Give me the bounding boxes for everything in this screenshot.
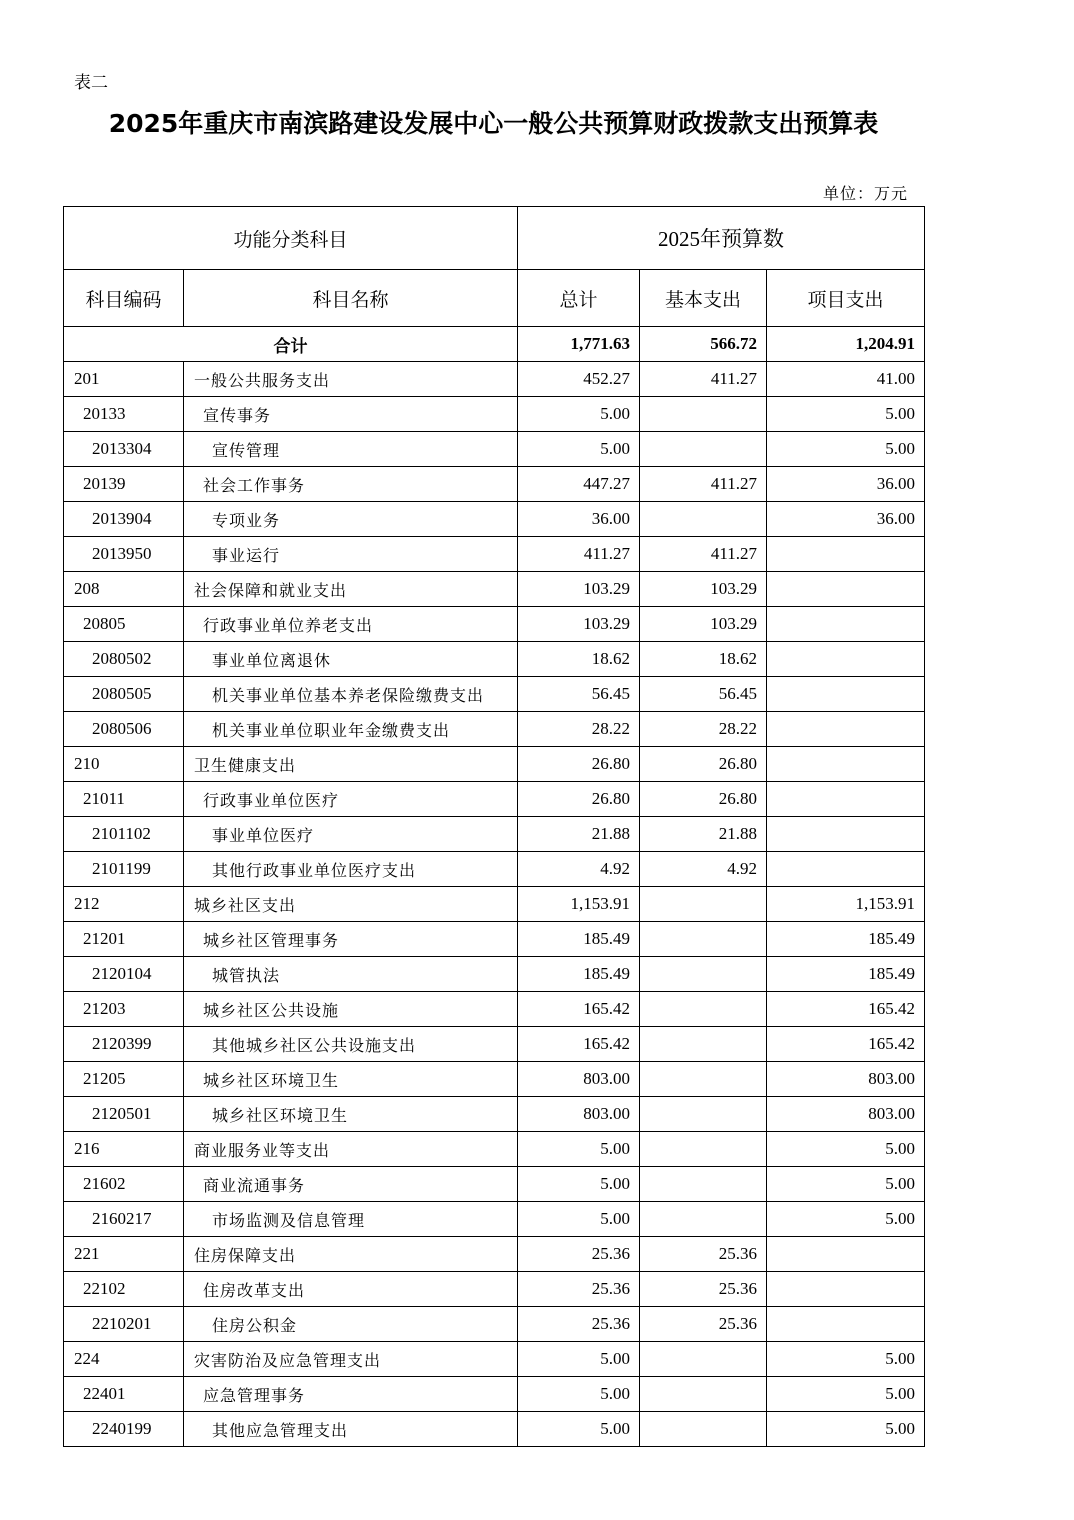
cell-basic: 21.88 bbox=[640, 817, 767, 852]
cell-code: 210 bbox=[64, 747, 184, 782]
cell-project: 165.42 bbox=[767, 1027, 925, 1062]
cell-total: 5.00 bbox=[518, 1342, 640, 1377]
cell-project: 5.00 bbox=[767, 1167, 925, 1202]
cell-project: 41.00 bbox=[767, 362, 925, 397]
table-row bbox=[64, 1412, 925, 1447]
cell-name: 灾害防治及应急管理支出 bbox=[184, 1342, 518, 1377]
table-row bbox=[64, 502, 925, 537]
cell-total: 56.45 bbox=[518, 677, 640, 712]
cell-code: 2013904 bbox=[64, 502, 184, 537]
cell-name: 机关事业单位职业年金缴费支出 bbox=[184, 712, 518, 747]
cell-total: 25.36 bbox=[518, 1237, 640, 1272]
cell-code: 21205 bbox=[64, 1062, 184, 1097]
cell-total: 803.00 bbox=[518, 1097, 640, 1132]
cell-name: 宣传管理 bbox=[184, 432, 518, 467]
cell-code: 2210201 bbox=[64, 1307, 184, 1342]
table-row bbox=[64, 572, 925, 607]
cell-total: 5.00 bbox=[518, 1132, 640, 1167]
cell-project bbox=[767, 1272, 925, 1307]
cell-project: 5.00 bbox=[767, 432, 925, 467]
table-row bbox=[64, 992, 925, 1027]
table-row bbox=[64, 1342, 925, 1377]
unit-label: 单位：万元 bbox=[823, 184, 909, 203]
header-name: 科目名称 bbox=[184, 270, 518, 327]
cell-code: 2101199 bbox=[64, 852, 184, 887]
cell-total: 165.42 bbox=[518, 1027, 640, 1062]
cell-name: 一般公共服务支出 bbox=[184, 362, 518, 397]
cell-code: 21011 bbox=[64, 782, 184, 817]
cell-basic bbox=[640, 1342, 767, 1377]
cell-basic bbox=[640, 1412, 767, 1447]
cell-basic bbox=[640, 1062, 767, 1097]
cell-total: 5.00 bbox=[518, 1412, 640, 1447]
cell-code: 21602 bbox=[64, 1167, 184, 1202]
cell-basic: 103.29 bbox=[640, 607, 767, 642]
cell-basic: 103.29 bbox=[640, 572, 767, 607]
cell-code: 224 bbox=[64, 1342, 184, 1377]
cell-basic: 26.80 bbox=[640, 747, 767, 782]
cell-project: 36.00 bbox=[767, 467, 925, 502]
header-row-columns bbox=[64, 270, 925, 327]
cell-project: 36.00 bbox=[767, 502, 925, 537]
table-row bbox=[64, 922, 925, 957]
table-row bbox=[64, 712, 925, 747]
cell-name: 其他应急管理支出 bbox=[184, 1412, 518, 1447]
cell-name: 事业单位医疗 bbox=[184, 817, 518, 852]
cell-project: 5.00 bbox=[767, 1132, 925, 1167]
cell-total: 1,153.91 bbox=[518, 887, 640, 922]
cell-name: 应急管理事务 bbox=[184, 1377, 518, 1412]
cell-basic: 56.45 bbox=[640, 677, 767, 712]
cell-name: 事业单位离退休 bbox=[184, 642, 518, 677]
cell-total: 103.29 bbox=[518, 572, 640, 607]
cell-basic: 411.27 bbox=[640, 537, 767, 572]
cell-project bbox=[767, 1307, 925, 1342]
cell-code: 2120501 bbox=[64, 1097, 184, 1132]
cell-total: 185.49 bbox=[518, 957, 640, 992]
cell-total: 185.49 bbox=[518, 922, 640, 957]
total-project: 1,204.91 bbox=[767, 327, 925, 362]
table-row bbox=[64, 1307, 925, 1342]
cell-total: 452.27 bbox=[518, 362, 640, 397]
cell-project bbox=[767, 782, 925, 817]
header-code: 科目编码 bbox=[64, 270, 184, 327]
cell-code: 2120104 bbox=[64, 957, 184, 992]
cell-basic bbox=[640, 1167, 767, 1202]
header-budget-year: 2025年预算数 bbox=[518, 207, 925, 270]
cell-code: 20133 bbox=[64, 397, 184, 432]
cell-basic: 26.80 bbox=[640, 782, 767, 817]
total-sum: 1,771.63 bbox=[518, 327, 640, 362]
cell-total: 26.80 bbox=[518, 747, 640, 782]
cell-name: 城管执法 bbox=[184, 957, 518, 992]
budget-table bbox=[63, 206, 925, 1447]
cell-name: 住房保障支出 bbox=[184, 1237, 518, 1272]
cell-name: 城乡社区环境卫生 bbox=[184, 1097, 518, 1132]
table-row bbox=[64, 537, 925, 572]
cell-total: 5.00 bbox=[518, 1377, 640, 1412]
cell-total: 103.29 bbox=[518, 607, 640, 642]
cell-code: 20805 bbox=[64, 607, 184, 642]
cell-name: 城乡社区支出 bbox=[184, 887, 518, 922]
cell-basic: 411.27 bbox=[640, 362, 767, 397]
cell-name: 事业运行 bbox=[184, 537, 518, 572]
header-total: 总计 bbox=[518, 270, 640, 327]
cell-basic bbox=[640, 1377, 767, 1412]
cell-basic bbox=[640, 1027, 767, 1062]
cell-total: 5.00 bbox=[518, 432, 640, 467]
cell-code: 22102 bbox=[64, 1272, 184, 1307]
cell-basic: 4.92 bbox=[640, 852, 767, 887]
cell-name: 行政事业单位养老支出 bbox=[184, 607, 518, 642]
cell-basic bbox=[640, 1097, 767, 1132]
cell-project: 1,153.91 bbox=[767, 887, 925, 922]
cell-name: 社会保障和就业支出 bbox=[184, 572, 518, 607]
cell-total: 165.42 bbox=[518, 992, 640, 1027]
cell-project bbox=[767, 607, 925, 642]
cell-name: 城乡社区环境卫生 bbox=[184, 1062, 518, 1097]
cell-total: 5.00 bbox=[518, 1202, 640, 1237]
cell-basic bbox=[640, 502, 767, 537]
cell-basic bbox=[640, 1132, 767, 1167]
table-row bbox=[64, 397, 925, 432]
cell-code: 2013304 bbox=[64, 432, 184, 467]
cell-basic: 25.36 bbox=[640, 1237, 767, 1272]
cell-total: 411.27 bbox=[518, 537, 640, 572]
table-row bbox=[64, 467, 925, 502]
cell-basic: 411.27 bbox=[640, 467, 767, 502]
cell-project: 5.00 bbox=[767, 1342, 925, 1377]
cell-code: 2080502 bbox=[64, 642, 184, 677]
cell-code: 22401 bbox=[64, 1377, 184, 1412]
table-row bbox=[64, 747, 925, 782]
cell-project bbox=[767, 1237, 925, 1272]
cell-total: 4.92 bbox=[518, 852, 640, 887]
cell-total: 5.00 bbox=[518, 1167, 640, 1202]
table-row bbox=[64, 1377, 925, 1412]
cell-project: 185.49 bbox=[767, 922, 925, 957]
cell-name: 专项业务 bbox=[184, 502, 518, 537]
cell-total: 36.00 bbox=[518, 502, 640, 537]
cell-name: 卫生健康支出 bbox=[184, 747, 518, 782]
cell-total: 803.00 bbox=[518, 1062, 640, 1097]
cell-project bbox=[767, 747, 925, 782]
table-row bbox=[64, 677, 925, 712]
cell-basic: 25.36 bbox=[640, 1272, 767, 1307]
cell-basic: 18.62 bbox=[640, 642, 767, 677]
cell-total: 18.62 bbox=[518, 642, 640, 677]
cell-code: 2120399 bbox=[64, 1027, 184, 1062]
cell-name: 市场监测及信息管理 bbox=[184, 1202, 518, 1237]
table-row bbox=[64, 1237, 925, 1272]
cell-basic bbox=[640, 922, 767, 957]
cell-basic bbox=[640, 1202, 767, 1237]
cell-name: 其他行政事业单位医疗支出 bbox=[184, 852, 518, 887]
total-label: 合计 bbox=[64, 327, 518, 362]
table-row bbox=[64, 362, 925, 397]
cell-basic bbox=[640, 397, 767, 432]
cell-basic bbox=[640, 957, 767, 992]
table-row bbox=[64, 642, 925, 677]
cell-name: 城乡社区公共设施 bbox=[184, 992, 518, 1027]
cell-code: 212 bbox=[64, 887, 184, 922]
table-row bbox=[64, 1202, 925, 1237]
total-row bbox=[64, 327, 925, 362]
table-number-label: 表二 bbox=[74, 73, 108, 93]
cell-name: 宣传事务 bbox=[184, 397, 518, 432]
cell-code: 2013950 bbox=[64, 537, 184, 572]
cell-total: 5.00 bbox=[518, 397, 640, 432]
cell-basic bbox=[640, 992, 767, 1027]
cell-name: 其他城乡社区公共设施支出 bbox=[184, 1027, 518, 1062]
cell-code: 2080505 bbox=[64, 677, 184, 712]
cell-project: 803.00 bbox=[767, 1062, 925, 1097]
cell-project: 803.00 bbox=[767, 1097, 925, 1132]
cell-code: 216 bbox=[64, 1132, 184, 1167]
header-function-category: 功能分类科目 bbox=[64, 207, 518, 270]
cell-basic: 25.36 bbox=[640, 1307, 767, 1342]
cell-code: 2240199 bbox=[64, 1412, 184, 1447]
cell-basic bbox=[640, 887, 767, 922]
header-project: 项目支出 bbox=[767, 270, 925, 327]
cell-name: 城乡社区管理事务 bbox=[184, 922, 518, 957]
cell-total: 26.80 bbox=[518, 782, 640, 817]
cell-code: 2101102 bbox=[64, 817, 184, 852]
cell-project bbox=[767, 712, 925, 747]
cell-total: 28.22 bbox=[518, 712, 640, 747]
total-basic: 566.72 bbox=[640, 327, 767, 362]
cell-project: 185.49 bbox=[767, 957, 925, 992]
cell-name: 商业流通事务 bbox=[184, 1167, 518, 1202]
cell-code: 21201 bbox=[64, 922, 184, 957]
cell-project bbox=[767, 642, 925, 677]
cell-total: 25.36 bbox=[518, 1272, 640, 1307]
table-row bbox=[64, 1272, 925, 1307]
cell-code: 201 bbox=[64, 362, 184, 397]
cell-project bbox=[767, 677, 925, 712]
cell-code: 2080506 bbox=[64, 712, 184, 747]
cell-basic bbox=[640, 432, 767, 467]
table-row bbox=[64, 1167, 925, 1202]
cell-project: 5.00 bbox=[767, 1412, 925, 1447]
cell-name: 社会工作事务 bbox=[184, 467, 518, 502]
cell-name: 机关事业单位基本养老保险缴费支出 bbox=[184, 677, 518, 712]
table-row bbox=[64, 957, 925, 992]
table-row bbox=[64, 1027, 925, 1062]
cell-total: 25.36 bbox=[518, 1307, 640, 1342]
table-row bbox=[64, 1062, 925, 1097]
page-title: 2025年重庆市南滨路建设发展中心一般公共预算财政拨款支出预算表 bbox=[108, 109, 879, 138]
cell-project bbox=[767, 852, 925, 887]
cell-project bbox=[767, 537, 925, 572]
cell-name: 住房公积金 bbox=[184, 1307, 518, 1342]
cell-project bbox=[767, 572, 925, 607]
cell-total: 21.88 bbox=[518, 817, 640, 852]
table-row bbox=[64, 432, 925, 467]
cell-project: 5.00 bbox=[767, 1377, 925, 1412]
cell-code: 2160217 bbox=[64, 1202, 184, 1237]
cell-name: 住房改革支出 bbox=[184, 1272, 518, 1307]
header-basic: 基本支出 bbox=[640, 270, 767, 327]
cell-project bbox=[767, 817, 925, 852]
header-row-group bbox=[64, 207, 925, 270]
table-row bbox=[64, 607, 925, 642]
cell-basic: 28.22 bbox=[640, 712, 767, 747]
cell-code: 21203 bbox=[64, 992, 184, 1027]
cell-name: 商业服务业等支出 bbox=[184, 1132, 518, 1167]
cell-total: 447.27 bbox=[518, 467, 640, 502]
table-row bbox=[64, 817, 925, 852]
cell-code: 221 bbox=[64, 1237, 184, 1272]
table-row bbox=[64, 887, 925, 922]
table-row bbox=[64, 1097, 925, 1132]
table-row bbox=[64, 782, 925, 817]
cell-code: 208 bbox=[64, 572, 184, 607]
cell-project: 5.00 bbox=[767, 1202, 925, 1237]
cell-name: 行政事业单位医疗 bbox=[184, 782, 518, 817]
cell-project: 165.42 bbox=[767, 992, 925, 1027]
cell-project: 5.00 bbox=[767, 397, 925, 432]
table-row bbox=[64, 852, 925, 887]
cell-code: 20139 bbox=[64, 467, 184, 502]
table-row bbox=[64, 1132, 925, 1167]
